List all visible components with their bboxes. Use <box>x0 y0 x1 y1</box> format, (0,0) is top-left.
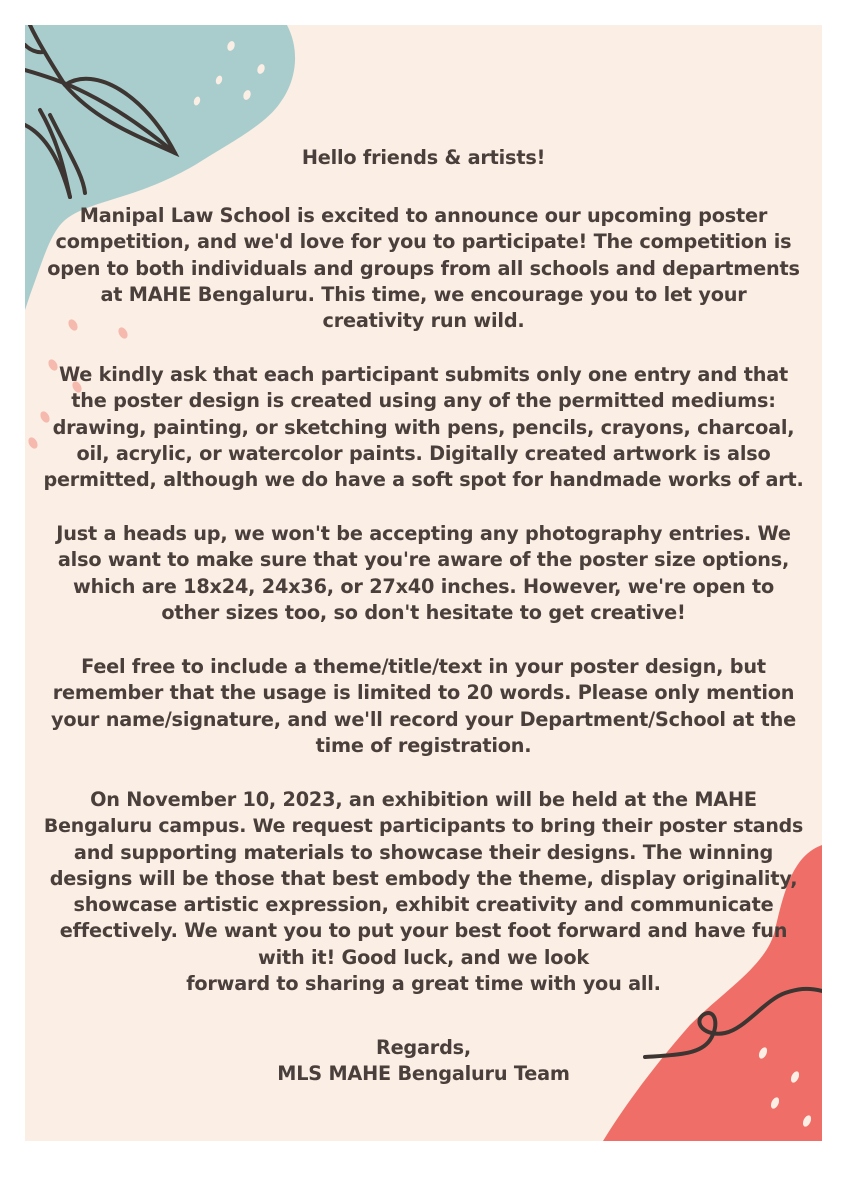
text-line: the poster design is created using any of the permitted mediums: <box>71 389 776 413</box>
text-line: and supporting materials to showcase their designs. The winning <box>73 840 774 864</box>
paragraph-exhibition <box>25 787 822 997</box>
text-line: oil, acrylic, or watercolor paints. Digitally created artwork is also <box>76 441 771 465</box>
text-line: Just a heads up, we won't be accepting any photography entries. We <box>56 522 791 545</box>
text-line: Manipal Law School is excited to announce our upcoming poster <box>79 204 768 227</box>
text-line: time of registration. <box>315 733 532 757</box>
text-line: at MAHE Bengaluru. This time, we encourage you to let your <box>100 282 747 306</box>
text-line: effectively. We want you to put your best foot forward and have fun <box>59 919 788 943</box>
text-line: your name/signature, and we'll record your Department/School at the <box>51 707 796 731</box>
text-line: On November 10, 2023, an exhibition will be held at the MAHE <box>90 788 757 811</box>
text-line: We kindly ask that each participant submits only one entry and that <box>58 363 789 386</box>
poster-page <box>25 25 822 1141</box>
text-line: forward to sharing a great time with you all. <box>186 972 661 996</box>
paragraph-sizes <box>25 521 822 626</box>
text-line: competition, and we'd love for you to participate! The competition is <box>55 230 792 254</box>
paragraph-intro <box>25 203 822 334</box>
text-line: open to both individuals and groups from all schools and departments <box>47 256 800 280</box>
text-line: Feel free to include a theme/title/text in your poster design, but <box>81 655 766 678</box>
text-line: also want to make sure that you're aware of the poster size options, <box>57 548 790 572</box>
text-line: other sizes too, so don't hesitate to get creative! <box>161 600 686 624</box>
text-line: with it! Good luck, and we look <box>258 945 589 969</box>
greeting <box>25 145 822 171</box>
signature: MLS MAHE Bengaluru Team <box>277 1062 570 1086</box>
text-line: permitted, although we do have a soft spot for handmade works of art. <box>43 468 804 492</box>
text-line: which are 18x24, 24x36, or 27x40 inches. However, we're open to <box>73 574 774 598</box>
greeting-line: Hello friends & artists! <box>301 146 546 169</box>
text-line: Bengaluru campus. We request participants to bring their poster stands <box>43 815 804 838</box>
closing: Regards, <box>375 1036 472 1059</box>
closing-block <box>25 1035 822 1088</box>
paragraph-text-limit <box>25 654 822 759</box>
paragraph-mediums <box>25 362 822 493</box>
text-line: creativity run wild. <box>322 309 525 333</box>
text-line: designs will be those that best embody the theme, display originality, <box>49 866 798 890</box>
text-line: drawing, painting, or sketching with pens, pencils, crayons, charcoal, <box>52 415 795 439</box>
text-line: remember that the usage is limited to 20 words. Please only mention <box>52 681 795 705</box>
text-line: showcase artistic expression, exhibit creativity and communicate <box>73 893 774 917</box>
